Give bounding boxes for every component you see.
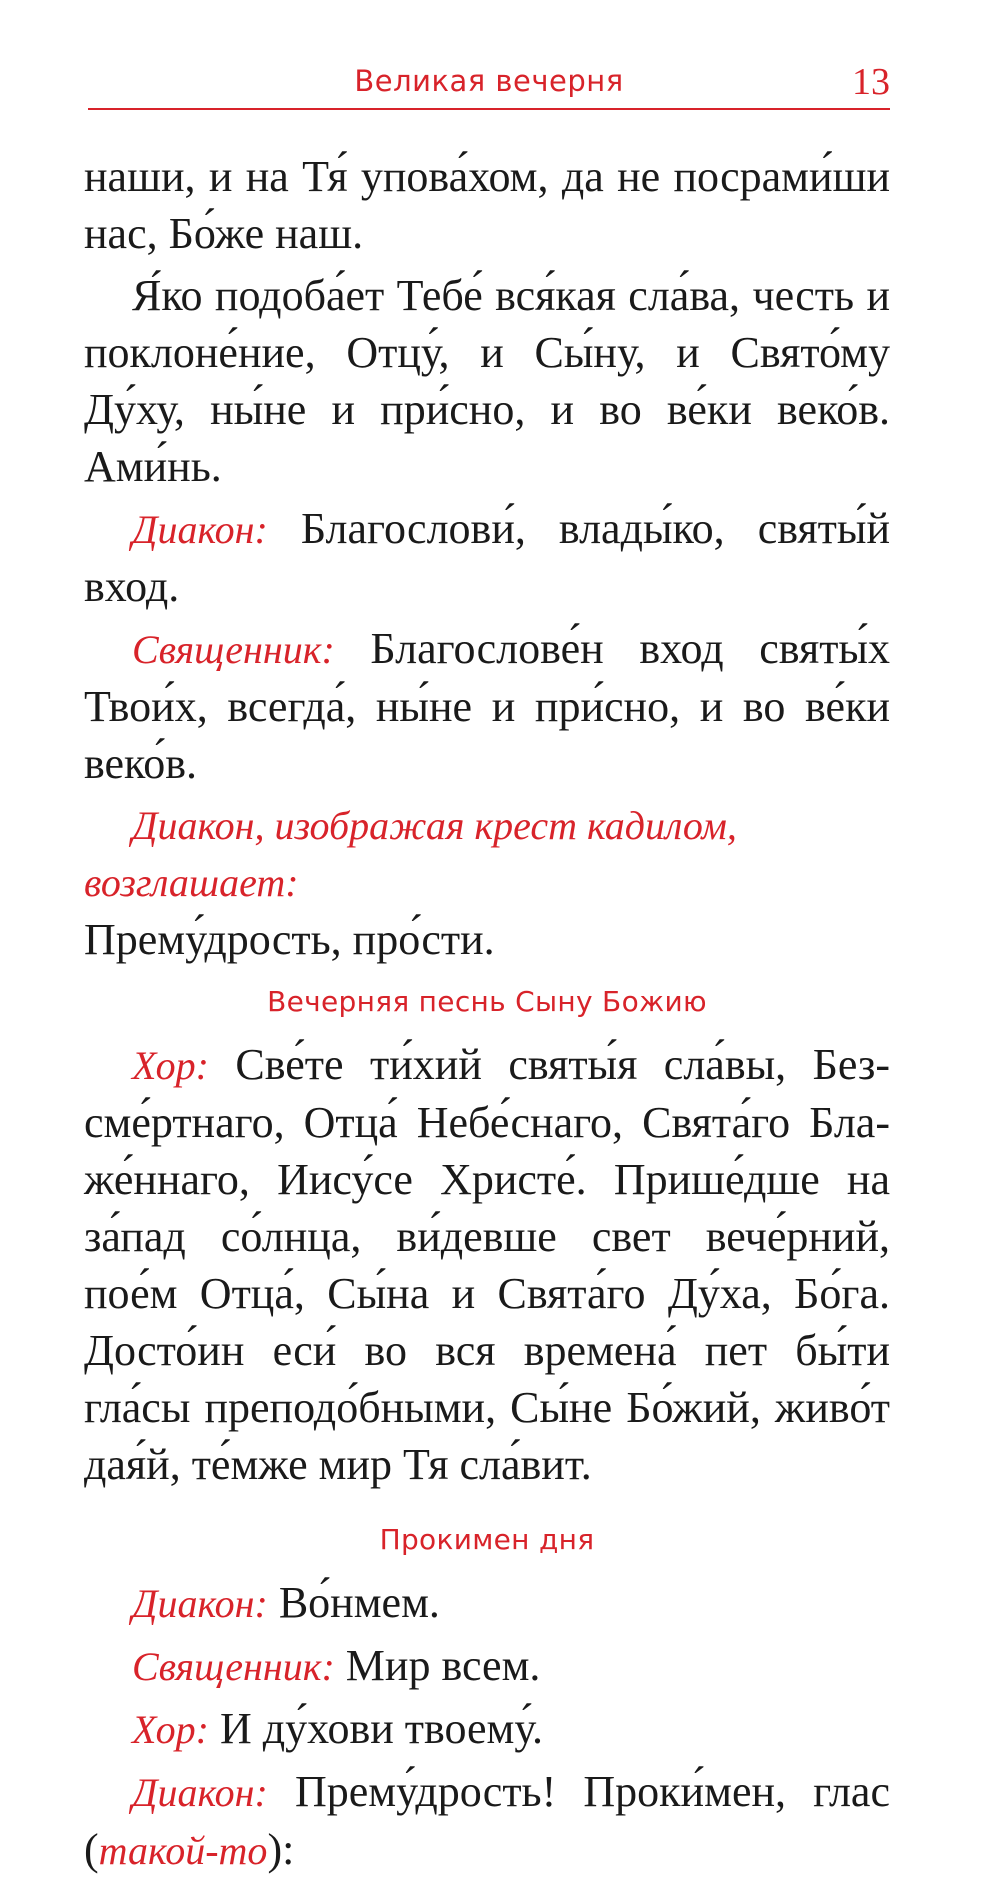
- speaker-rubric: Диакон:: [132, 1581, 268, 1626]
- body-text: [84, 148, 890, 1884]
- paragraph-text: Прему́дрость, про́сти.: [84, 915, 495, 964]
- paragraph-continuation: [84, 148, 890, 262]
- paragraph-priest-entrance: [84, 620, 890, 792]
- running-title: Великая вечерня: [354, 64, 624, 98]
- paragraph-hymn: [84, 1036, 890, 1493]
- paragraph-deacon-prokeimenon: [84, 1763, 890, 1879]
- paragraph-tail: ):: [267, 1825, 295, 1874]
- paragraph-text: Во́нмем.: [267, 1578, 440, 1627]
- speaker-rubric: Священник:: [132, 1644, 335, 1689]
- running-header: [88, 60, 890, 110]
- speaker-rubric: Диакон:: [132, 507, 268, 552]
- paragraph-choir-response: [84, 1700, 890, 1758]
- paragraph-text: Я́ко подоба́ет Тебе́ вся́кая сла́ва, честь и поклоне́ние, Отцу́, и Сы́ну, и Свято́му Ду́ху, ны́не и при́сно, и во ве́ки веко́в. Ами́нь.: [84, 271, 890, 491]
- paragraph-text: Мир всем.: [334, 1641, 541, 1690]
- section-heading-evening-hymn: Вечерняя песнь Сыну Божию: [267, 985, 707, 1018]
- page-number: 13: [852, 61, 890, 103]
- paragraph-text: наши, и на Тя́ упова́хом, да не посрами́ши нас, Бо́же наш.: [84, 152, 890, 258]
- speaker-rubric: Хор:: [132, 1707, 209, 1752]
- paragraph-wisdom: [84, 911, 890, 968]
- speaker-rubric: Хор:: [132, 1043, 209, 1088]
- speaker-rubric: Диакон:: [132, 1770, 268, 1815]
- paragraph-text: И ду́хови твоему́.: [208, 1704, 543, 1753]
- paragraph-text: Благослове́н вход святы́х Твои́х, всегда́, ны́не и при́сно, и во ве́ки веко́в.: [84, 624, 890, 788]
- rubric-instruction: Диакон, изображая крест кадилом, возглашает:: [84, 803, 737, 905]
- paragraph-deacon-blessing: [84, 500, 890, 615]
- paragraph-doxology: [84, 267, 890, 495]
- paragraph-text: Све́те ти́хий святы́я сла́вы, Безсме́ртнаго, Отца́ Небе́снаго, Свята́го Блаже́ннаго, Иису́се Христе́. Прише́дше на за́пад со́лнца, ви́девше свет вече́рний, пое́м Отца́, Сы́на и Свята́го Ду́ха, Бо́га. Досто́ин еси́ во вся времена́ пет бы́ти гла́сы преподо́бными, Сы́не Бо́жий, живо́т дая́й, те́мже мир Тя сла́вит.: [84, 1040, 890, 1489]
- paragraph-text: Прему́дрость! Проки́мен, глас (: [84, 1767, 890, 1874]
- paragraph-priest-peace: [84, 1637, 890, 1695]
- paragraph-deacon-attend: [84, 1574, 890, 1632]
- paragraph-text: Благослови́, влады́ко, святы́й вход.: [84, 504, 890, 611]
- section-heading-prokeimenon: Прокимен дня: [379, 1523, 595, 1556]
- tone-rubric: такой-то: [98, 1828, 268, 1873]
- speaker-rubric: Священник:: [132, 627, 335, 672]
